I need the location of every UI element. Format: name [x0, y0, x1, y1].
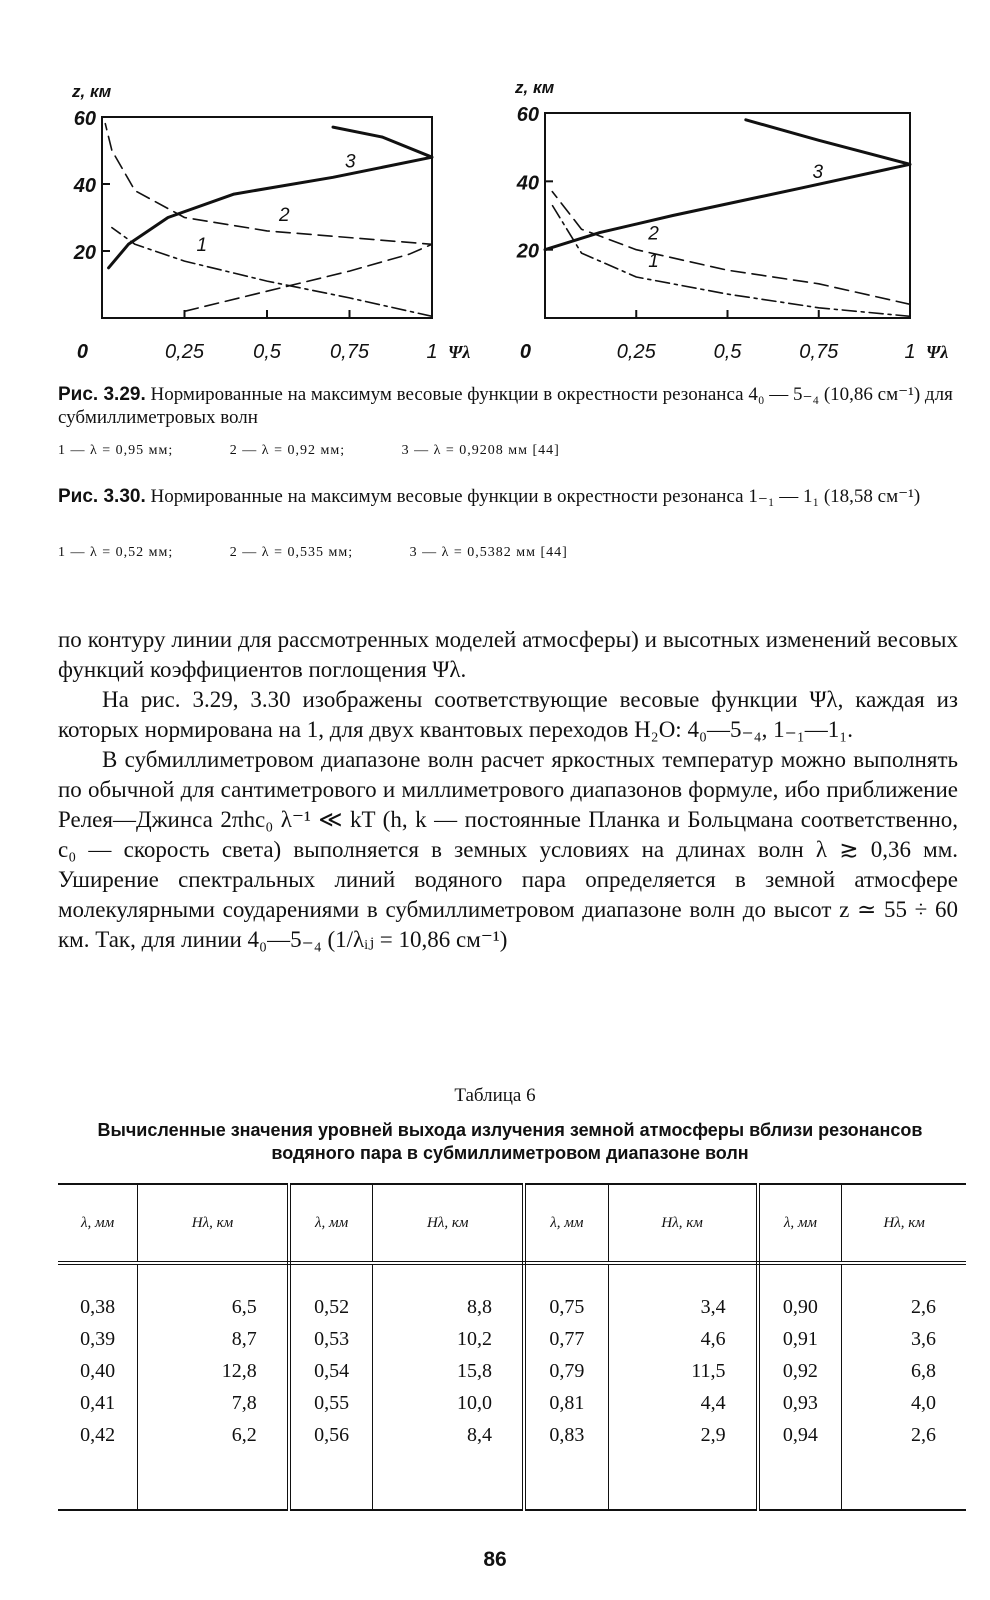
table-cell: 12,8 [221, 1360, 257, 1382]
table-cell: 0,90 [782, 1296, 818, 1318]
table-cell: 0,55 [314, 1392, 350, 1414]
table-cell: 0,41 [80, 1392, 116, 1414]
table-header: Hλ, км [373, 1184, 524, 1263]
table-header: λ, мм [758, 1184, 842, 1263]
table-cell: 10,0 [456, 1392, 492, 1414]
table-cell: 0,39 [80, 1328, 116, 1350]
paragraph: по контуру линии для рассмотренных моделей атмосферы) и высотных изменений весовых функций коэффициентов поглощения Ψλ. [58, 627, 958, 682]
table-cell: 3,6 [911, 1328, 936, 1350]
y-tick-label: 0 [76, 341, 88, 363]
table-cell: 0,56 [314, 1424, 350, 1446]
figure-3-30-plot [514, 78, 948, 363]
y-tick-label: 40 [516, 172, 539, 195]
series-label: 1 [196, 235, 208, 257]
table-header: Hλ, км [138, 1184, 289, 1263]
x-tick-label: 0,25 [616, 341, 656, 363]
y-axis-label: z, км [72, 82, 112, 101]
table-cell: 0,75 [549, 1296, 585, 1318]
legend-item: 2 — λ = 0,92 мм; [229, 443, 346, 458]
table-cell: 0,54 [314, 1360, 350, 1382]
table-cell: 0,91 [782, 1328, 818, 1350]
table-header: Hλ, км [842, 1184, 966, 1263]
table-cell: 0,52 [314, 1296, 350, 1318]
table-cell: 6,5 [231, 1296, 257, 1318]
legend-item: 3 — λ = 0,5382 мм [44] [409, 545, 568, 560]
page-number: 86 [483, 1548, 507, 1571]
plot-frame [102, 117, 432, 318]
table-cell: 0,40 [80, 1360, 116, 1382]
table-cell: 4,4 [700, 1392, 726, 1414]
table-header-row [58, 1184, 966, 1263]
body-text [58, 625, 958, 955]
legend-item: 1 — λ = 0,52 мм; [58, 545, 174, 560]
series-label: 1 [648, 251, 659, 272]
table-cell: 3,4 [700, 1296, 726, 1318]
figures-svg [0, 0, 990, 380]
plot-frame [545, 113, 910, 318]
table-cell: 2,9 [700, 1424, 726, 1446]
data-table [58, 1183, 966, 1511]
table-cell: 0,92 [782, 1360, 818, 1382]
x-axis-label: Ψλ [926, 342, 949, 362]
table-cell: 2,6 [911, 1424, 936, 1446]
table-cell: 11,5 [691, 1360, 726, 1382]
table-header: λ, мм [289, 1184, 373, 1263]
series-label: 2 [648, 223, 659, 245]
table-cell: 15,8 [456, 1360, 492, 1382]
series-line [109, 127, 432, 268]
x-tick-label: 0,75 [330, 341, 369, 363]
table-cell: 0,77 [549, 1328, 585, 1350]
x-tick-label: 1 [426, 341, 438, 363]
series-label: 3 [812, 162, 824, 184]
figure-3-29-plot [71, 82, 470, 363]
legend-item: 2 — λ = 0,535 мм; [229, 545, 354, 560]
x-tick-label: 0,75 [799, 341, 839, 363]
figure-3-30-caption-text: Нормированные на максимум весовые функции в окрестности резонанса 1₋₁ — 1₁ (18,58 см⁻¹) [150, 486, 921, 507]
series-label: 2 [279, 204, 290, 226]
table-cell: 8,4 [466, 1424, 492, 1446]
table-cell: 0,42 [80, 1424, 116, 1446]
table-column [373, 1263, 524, 1510]
y-tick-label: 60 [516, 104, 539, 126]
series-line [105, 124, 432, 312]
table-cell: 0,81 [549, 1392, 585, 1414]
table-cell: 0,79 [549, 1360, 585, 1382]
legend-item: 3 — λ = 0,9208 мм [44] [401, 443, 560, 458]
table-column [58, 1263, 138, 1510]
table-header: λ, мм [524, 1184, 608, 1263]
table-column [524, 1263, 608, 1510]
table-cell: 8,7 [231, 1328, 257, 1350]
figure-3-30-label: Рис. 3.30. [58, 486, 146, 507]
table-cell: 6,8 [911, 1360, 936, 1382]
x-tick-label: 0,5 [253, 341, 281, 363]
table-cell: 8,8 [466, 1296, 492, 1318]
table-cell: 4,0 [911, 1392, 936, 1414]
table-cell: 4,6 [700, 1328, 726, 1350]
figure-3-29-caption [58, 383, 958, 429]
x-tick-label: 0,5 [713, 341, 742, 363]
legend-item: 1 — λ = 0,95 мм; [58, 443, 174, 458]
table-column [138, 1263, 289, 1510]
figure-3-29-label: Рис. 3.29. [58, 384, 146, 405]
table-title: Таблица 6 [454, 1085, 536, 1106]
y-axis-label: z, км [515, 78, 555, 97]
x-tick-label: 0,25 [165, 341, 204, 363]
table-cell: 0,38 [80, 1296, 116, 1318]
x-tick-label: 1 [904, 341, 916, 363]
table-header: λ, мм [58, 1184, 138, 1263]
table-column [758, 1263, 842, 1510]
figure-3-30-caption [58, 485, 958, 508]
y-tick-label: 0 [519, 341, 531, 363]
y-tick-label: 20 [516, 240, 539, 263]
table-cell: 2,6 [911, 1296, 936, 1318]
y-tick-label: 60 [73, 108, 96, 130]
table-caption: Вычисленные значения уровней выхода излучения земной атмосферы вблизи резонансов водяного пара в субмиллиметровом диапазоне волн [97, 1120, 923, 1163]
series-label: 3 [345, 151, 356, 173]
table-cell: 0,83 [549, 1424, 585, 1446]
table-column [842, 1263, 966, 1510]
y-tick-label: 20 [73, 242, 96, 264]
table-row [58, 1263, 966, 1510]
series-line [552, 192, 910, 305]
table-cell: 0,93 [782, 1392, 818, 1414]
paragraph: На рис. 3.29, 3.30 изображены соответствующие весовые функции Ψλ, каждая из которых нормирована на 1, для двух квантовых переходов H₂O: 4₀—5₋₄, 1₋₁—1₁. [58, 687, 958, 742]
table-cell: 0,94 [782, 1424, 818, 1446]
table-column [289, 1263, 373, 1510]
table-cell: 10,2 [456, 1328, 492, 1350]
figure-3-29-caption-text: Нормированные на максимум весовые функции в окрестности резонанса 4₀ — 5₋₄ (10,86 см⁻¹) для субмиллиметровых волн [58, 384, 953, 428]
x-axis-label: Ψλ [448, 342, 471, 362]
table-cell: 6,2 [231, 1424, 257, 1446]
figure-3-29-legend [58, 443, 958, 459]
series-line [545, 120, 910, 250]
table-column [608, 1263, 757, 1510]
paragraph: В субмиллиметровом диапазоне волн расчет яркостных температур можно выполнять по обычной для сантиметрового и миллиметрового диапазонов формуле, ибо приближение Релея—Джинса 2πhc₀ λ⁻¹ ≪ kT (h, k — постоянные Планка и Больцмана соответственно, c₀ — скорость света) выполняется в земных условиях на длинах волн λ ≳ 0,36 мм. Уширение спектральных линий водяного пара определяется в земной атмосфере молекулярными соударениями в субмиллиметровом диапазоне волн до высот z ≃ 55 ÷ 60 км. Так, для линии 4₀—5₋₄ (1/λᵢⱼ = 10,86 см⁻¹) [58, 747, 958, 952]
y-tick-label: 40 [73, 175, 96, 197]
table-cell: 7,8 [231, 1392, 257, 1414]
table-cell: 0,53 [314, 1328, 350, 1350]
table-header: Hλ, км [608, 1184, 757, 1263]
figure-3-30-legend [58, 545, 958, 561]
series-line [552, 205, 910, 316]
